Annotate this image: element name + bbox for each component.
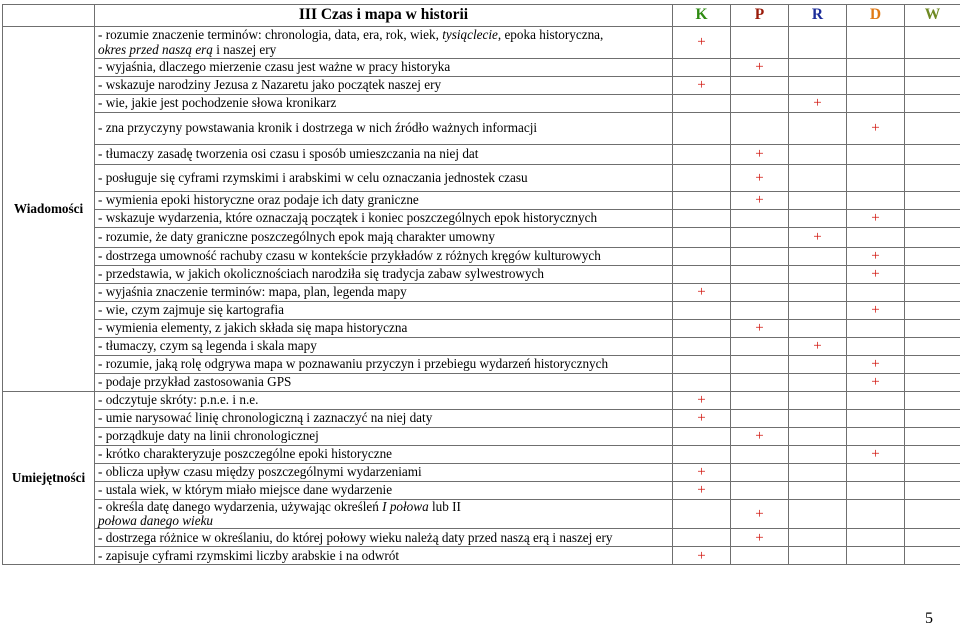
mark-cell <box>905 59 960 77</box>
mark-cell <box>905 27 960 59</box>
mark-cell <box>731 165 789 192</box>
requirement-text: - wyjaśnia znaczenie terminów: mapa, plan, legenda mapy <box>95 284 673 302</box>
mark-cell <box>847 165 905 192</box>
requirement-text-part: I połowa <box>382 499 429 514</box>
mark-cell <box>789 59 847 77</box>
requirement-text: - tłumaczy, czym są legenda i skala mapy <box>95 338 673 356</box>
section-label-umiejetnosci: Umiejętności <box>3 392 95 565</box>
requirement-text: - wymienia epoki historyczne oraz podaje ich daty graniczne <box>95 192 673 210</box>
mark-cell <box>731 27 789 59</box>
mark-cell <box>847 95 905 113</box>
requirement-text: - umie narysować linię chronologiczną i zaznaczyć na niej daty <box>95 410 673 428</box>
requirement-text: - tłumaczy zasadę tworzenia osi czasu i sposób umieszczania na niej dat <box>95 145 673 165</box>
plus-mark: + <box>697 284 706 301</box>
mark-cell <box>731 95 789 113</box>
mark-cell <box>731 392 789 410</box>
table-row <box>3 284 960 302</box>
mark-cell <box>673 228 731 248</box>
col-k: K <box>673 5 731 27</box>
mark-cell <box>673 428 731 446</box>
table-row <box>3 410 960 428</box>
mark-cell <box>847 428 905 446</box>
mark-cell <box>847 266 905 284</box>
requirement-text: - oblicza upływ czasu między poszczególnymi wydarzeniami <box>95 464 673 482</box>
table-row <box>3 547 960 565</box>
mark-cell <box>905 266 960 284</box>
plus-mark: + <box>813 229 822 246</box>
requirement-text-part: i naszej ery <box>212 41 277 57</box>
mark-cell <box>789 356 847 374</box>
mark-cell <box>847 529 905 547</box>
mark-cell <box>673 500 731 529</box>
mark-cell <box>905 392 960 410</box>
mark-cell <box>731 145 789 165</box>
mark-cell <box>673 113 731 145</box>
requirement-text: - dostrzega umowność rachuby czasu w kontekście przykładów z różnych kręgów kulturowych <box>95 248 673 266</box>
plus-mark: + <box>871 266 880 283</box>
mark-cell <box>905 95 960 113</box>
mark-cell <box>847 59 905 77</box>
requirement-text-part: połowa danego wieku <box>98 513 214 529</box>
mark-cell <box>905 284 960 302</box>
table-row <box>3 338 960 356</box>
table-row <box>3 59 960 77</box>
mark-cell <box>905 165 960 192</box>
mark-cell <box>731 356 789 374</box>
mark-cell <box>673 529 731 547</box>
mark-cell <box>673 547 731 565</box>
table-row <box>3 482 960 500</box>
table-row <box>3 446 960 464</box>
plus-mark: + <box>755 146 764 163</box>
mark-cell <box>905 500 960 529</box>
mark-cell <box>847 374 905 392</box>
mark-cell <box>847 192 905 210</box>
requirement-text: - posługuje się cyframi rzymskimi i arabskimi w celu oznaczania jednostek czasu <box>95 165 673 192</box>
mark-cell <box>847 210 905 228</box>
mark-cell <box>673 482 731 500</box>
mark-cell <box>905 529 960 547</box>
mark-cell <box>847 77 905 95</box>
mark-cell <box>789 446 847 464</box>
plus-mark: + <box>697 34 706 51</box>
mark-cell <box>731 113 789 145</box>
table-row <box>3 356 960 374</box>
mark-cell <box>847 113 905 145</box>
requirement-text: - rozumie, jaką rolę odgrywa mapa w poznawaniu przyczyn i przebiegu wydarzeń historycznych <box>95 356 673 374</box>
mark-cell <box>731 338 789 356</box>
plus-mark: + <box>871 374 880 391</box>
mark-cell <box>789 165 847 192</box>
mark-cell <box>789 464 847 482</box>
mark-cell <box>847 338 905 356</box>
table-row <box>3 392 960 410</box>
mark-cell <box>673 356 731 374</box>
requirement-text: - wymienia elementy, z jakich składa się mapa historyczna <box>95 320 673 338</box>
requirement-text: - zapisuje cyframi rzymskimi liczby arabskie i na odwrót <box>95 547 673 565</box>
mark-cell <box>789 547 847 565</box>
mark-cell <box>789 210 847 228</box>
mark-cell <box>673 145 731 165</box>
mark-cell <box>673 302 731 320</box>
mark-cell <box>789 428 847 446</box>
mark-cell <box>673 248 731 266</box>
mark-cell <box>789 410 847 428</box>
mark-cell <box>731 500 789 529</box>
mark-cell <box>731 464 789 482</box>
mark-cell <box>789 145 847 165</box>
curriculum-table <box>2 4 960 565</box>
mark-cell <box>673 374 731 392</box>
table-row <box>3 320 960 338</box>
mark-cell <box>847 228 905 248</box>
mark-cell <box>673 410 731 428</box>
table-row <box>3 266 960 284</box>
mark-cell <box>731 77 789 95</box>
requirement-text-part: - określa datę danego wydarzenia, używając określeń <box>98 499 383 514</box>
mark-cell <box>731 59 789 77</box>
mark-cell <box>673 338 731 356</box>
table-row <box>3 228 960 248</box>
mark-cell <box>731 320 789 338</box>
requirement-text: - wyjaśnia, dlaczego mierzenie czasu jest ważne w pracy historyka <box>95 59 673 77</box>
mark-cell <box>905 113 960 145</box>
requirement-text-part: tysiąclecie <box>442 27 498 43</box>
mark-cell <box>789 338 847 356</box>
table-row <box>3 374 960 392</box>
mark-cell <box>731 284 789 302</box>
requirement-text: - porządkuje daty na linii chronologicznej <box>95 428 673 446</box>
plus-mark: + <box>813 338 822 355</box>
mark-cell <box>673 77 731 95</box>
requirement-text: - zna przyczyny powstawania kronik i dostrzega w nich źródło ważnych informacji <box>95 113 673 145</box>
table-row <box>3 210 960 228</box>
section-label-wiadomosci: Wiadomości <box>3 27 95 392</box>
plus-mark: + <box>813 95 822 112</box>
mark-cell <box>673 59 731 77</box>
mark-cell <box>673 320 731 338</box>
mark-cell <box>847 392 905 410</box>
corner-cell <box>3 5 95 27</box>
table-row <box>3 165 960 192</box>
mark-cell <box>847 284 905 302</box>
mark-cell <box>789 529 847 547</box>
mark-cell <box>847 500 905 529</box>
mark-cell <box>905 482 960 500</box>
table-row <box>3 145 960 165</box>
requirement-text: - przedstawia, w jakich okolicznościach narodziła się tradycja zabaw sylwestrowych <box>95 266 673 284</box>
mark-cell <box>789 500 847 529</box>
mark-cell <box>789 284 847 302</box>
plus-mark: + <box>871 248 880 265</box>
mark-cell <box>847 248 905 266</box>
plus-mark: + <box>697 464 706 481</box>
col-p: P <box>731 5 789 27</box>
mark-cell <box>847 464 905 482</box>
table-row <box>3 95 960 113</box>
mark-cell <box>673 210 731 228</box>
plus-mark: + <box>755 169 764 186</box>
table-row <box>3 248 960 266</box>
mark-cell <box>847 446 905 464</box>
mark-cell <box>789 302 847 320</box>
plus-mark: + <box>871 356 880 373</box>
mark-cell <box>673 464 731 482</box>
mark-cell <box>847 410 905 428</box>
mark-cell <box>789 228 847 248</box>
mark-cell <box>731 482 789 500</box>
mark-cell <box>673 446 731 464</box>
page-number: 5 <box>925 610 933 627</box>
table-row <box>3 113 960 145</box>
mark-cell <box>905 410 960 428</box>
mark-cell <box>905 77 960 95</box>
requirement-text-part: - rozumie znaczenie terminów: chronologia, data, era, rok, wiek, <box>98 27 443 43</box>
table-row <box>3 192 960 210</box>
mark-cell <box>905 302 960 320</box>
plus-mark: + <box>697 410 706 427</box>
mark-cell <box>731 446 789 464</box>
plus-mark: + <box>871 210 880 227</box>
mark-cell <box>731 410 789 428</box>
mark-cell <box>847 27 905 59</box>
requirement-text: - wskazuje narodziny Jezusa z Nazaretu jako początek naszej ery <box>95 77 673 95</box>
mark-cell <box>673 27 731 59</box>
plus-mark: + <box>755 192 764 209</box>
plus-mark: + <box>697 547 706 564</box>
plus-mark: + <box>871 302 880 319</box>
mark-cell <box>789 27 847 59</box>
requirement-text: - krótko charakteryzuje poszczególne epoki historyczne <box>95 446 673 464</box>
mark-cell <box>789 248 847 266</box>
requirement-text: - ustala wiek, w którym miało miejsce dane wydarzenie <box>95 482 673 500</box>
requirement-text: - wie, jakie jest pochodzenie słowa kronikarz <box>95 95 673 113</box>
mark-cell <box>789 192 847 210</box>
table-body <box>3 27 960 565</box>
plus-mark: + <box>755 506 764 523</box>
table-row <box>3 77 960 95</box>
requirement-text: - rozumie, że daty graniczne poszczególnych epok mają charakter umowny <box>95 228 673 248</box>
mark-cell <box>731 428 789 446</box>
mark-cell <box>789 392 847 410</box>
mark-cell <box>905 248 960 266</box>
mark-cell <box>789 266 847 284</box>
col-d: D <box>847 5 905 27</box>
requirement-text <box>95 500 673 529</box>
table-row <box>3 428 960 446</box>
requirement-text: - odczytuje skróty: p.n.e. i n.e. <box>95 392 673 410</box>
mark-cell <box>847 145 905 165</box>
requirement-text-part: okres przed naszą erą <box>98 41 213 57</box>
mark-cell <box>731 374 789 392</box>
mark-cell <box>905 374 960 392</box>
requirement-text: - dostrzega różnice w określaniu, do której połowy wieku należą daty przed naszą erą i naszej ery <box>95 529 673 547</box>
table-title: III Czas i mapa w historii <box>95 5 673 27</box>
table-row <box>3 27 960 59</box>
plus-mark: + <box>871 120 880 137</box>
plus-mark: + <box>755 59 764 76</box>
mark-cell <box>673 392 731 410</box>
mark-cell <box>905 338 960 356</box>
mark-cell <box>731 248 789 266</box>
mark-cell <box>789 77 847 95</box>
header-row <box>3 5 960 27</box>
mark-cell <box>905 446 960 464</box>
mark-cell <box>847 320 905 338</box>
mark-cell <box>905 464 960 482</box>
mark-cell <box>905 356 960 374</box>
mark-cell <box>847 302 905 320</box>
plus-mark: + <box>697 392 706 409</box>
plus-mark: + <box>697 77 706 94</box>
plus-mark: + <box>871 446 880 463</box>
mark-cell <box>731 547 789 565</box>
mark-cell <box>673 165 731 192</box>
mark-cell <box>847 482 905 500</box>
mark-cell <box>847 547 905 565</box>
table-row <box>3 500 960 529</box>
mark-cell <box>905 320 960 338</box>
mark-cell <box>731 192 789 210</box>
requirement-text <box>95 27 673 59</box>
requirement-text: - wie, czym zajmuje się kartografia <box>95 302 673 320</box>
mark-cell <box>905 547 960 565</box>
mark-cell <box>673 192 731 210</box>
mark-cell <box>905 192 960 210</box>
mark-cell <box>789 320 847 338</box>
requirement-text-part: lub II <box>428 499 461 514</box>
mark-cell <box>789 113 847 145</box>
requirement-text: - podaje przykład zastosowania GPS <box>95 374 673 392</box>
mark-cell <box>673 266 731 284</box>
mark-cell <box>905 145 960 165</box>
table-row <box>3 529 960 547</box>
mark-cell <box>673 95 731 113</box>
mark-cell <box>731 529 789 547</box>
plus-mark: + <box>755 320 764 337</box>
mark-cell <box>731 302 789 320</box>
requirement-text-part: , epoka historyczna, <box>497 27 604 43</box>
mark-cell <box>847 356 905 374</box>
plus-mark: + <box>697 482 706 499</box>
mark-cell <box>905 228 960 248</box>
mark-cell <box>789 374 847 392</box>
mark-cell <box>789 95 847 113</box>
mark-cell <box>731 266 789 284</box>
requirement-text: - wskazuje wydarzenia, które oznaczają początek i koniec poszczególnych epok historycznych <box>95 210 673 228</box>
table-row <box>3 302 960 320</box>
mark-cell <box>731 228 789 248</box>
col-w: W <box>905 5 960 27</box>
plus-mark: + <box>755 428 764 445</box>
plus-mark: + <box>755 529 764 546</box>
table-row <box>3 464 960 482</box>
mark-cell <box>905 210 960 228</box>
mark-cell <box>731 210 789 228</box>
col-r: R <box>789 5 847 27</box>
mark-cell <box>673 284 731 302</box>
mark-cell <box>789 482 847 500</box>
mark-cell <box>905 428 960 446</box>
